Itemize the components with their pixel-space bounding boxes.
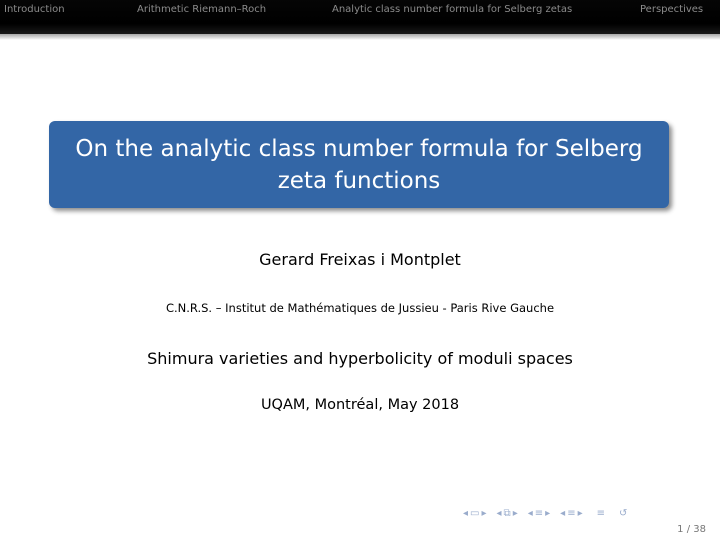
author-name: Gerard Freixas i Montplet: [259, 250, 461, 269]
beamer-navigation-controls: [463, 505, 627, 521]
section-prev-icon[interactable]: ◂: [527, 507, 533, 519]
frame-icon[interactable]: ▭: [470, 507, 480, 519]
nav-arithmetic-riemann-roch[interactable]: Arithmetic Riemann–Roch: [137, 4, 267, 15]
section-icon[interactable]: ≡: [534, 507, 544, 519]
presentation-title: On the analytic class number formula for Selberg zeta functions: [75, 135, 643, 194]
align-icon[interactable]: ≡: [596, 507, 606, 519]
frame-prev-icon[interactable]: ◂: [463, 507, 469, 519]
subsection-prev-icon[interactable]: ◂: [496, 507, 502, 519]
doc-prev-icon[interactable]: ◂: [560, 507, 566, 519]
search-back-icon[interactable]: ↺: [619, 507, 628, 519]
place-date: UQAM, Montréal, May 2018: [260, 397, 460, 413]
conference-name: Shimura varieties and hyperbolicity of moduli spaces: [147, 349, 573, 368]
affiliation: C.N.R.S. – Institut de Mathématiques de Jussieu - Paris Rive Gauche: [165, 301, 555, 315]
subsection-icon[interactable]: ⧉: [503, 507, 511, 519]
frame-next-icon[interactable]: ▸: [481, 507, 487, 519]
nav-perspectives[interactable]: Perspectives: [640, 4, 704, 15]
section-next-icon[interactable]: ▸: [545, 507, 551, 519]
title-box: [49, 121, 669, 208]
subsection-next-icon[interactable]: ▸: [512, 507, 518, 519]
doc-icon[interactable]: ≡: [567, 507, 576, 519]
nav-introduction[interactable]: Introduction: [4, 4, 65, 15]
nav-analytic-class-number[interactable]: Analytic class number formula for Selberg zetas: [332, 4, 573, 15]
page-number: 1 / 38: [677, 524, 706, 535]
doc-next-icon[interactable]: ▸: [577, 507, 583, 519]
section-navigation-bar: [0, 0, 720, 34]
